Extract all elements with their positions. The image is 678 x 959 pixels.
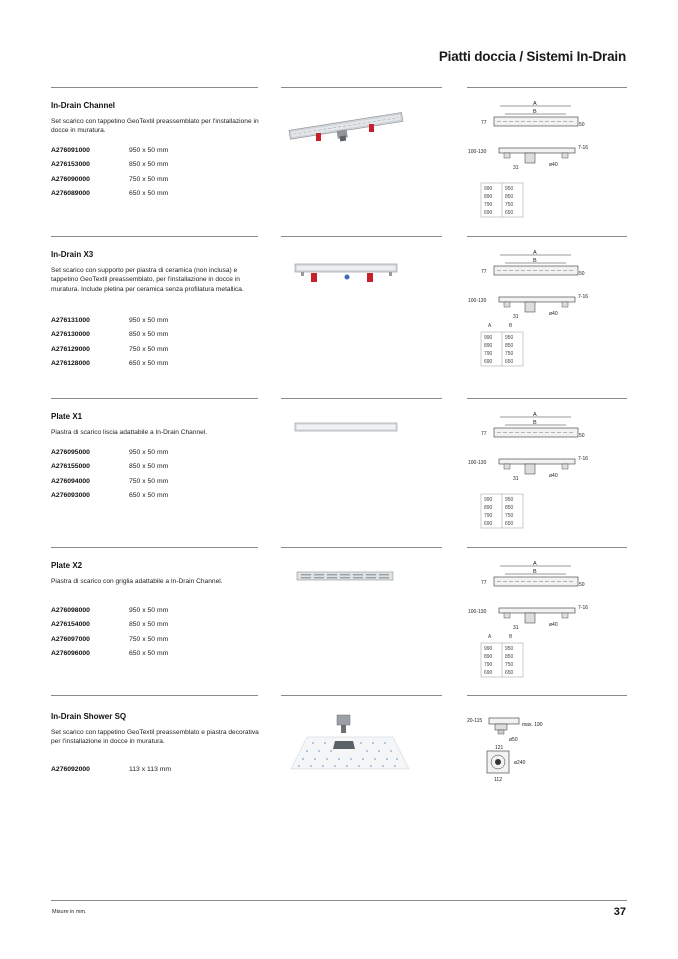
table-value: 690 [484,670,493,676]
product-name: In-Drain Shower SQ [51,712,127,721]
dim-b-label: B [533,420,537,426]
plate-x1-photo [281,418,442,438]
product-size: 850 x 50 mm [129,161,169,169]
product-size: 650 x 50 mm [129,492,169,500]
table-header-a: A [488,634,492,640]
shower-sq-photo [281,713,442,775]
table-value: 890 [484,654,493,660]
product-code: A276093000 [51,492,90,500]
code-row [51,328,251,343]
code-row [51,762,251,777]
table-value: 990 [484,646,493,652]
product-code: A276096000 [51,650,90,658]
table-value: 650 [505,359,514,365]
dim-77-label: 77 [481,120,487,126]
code-row [51,187,251,202]
dim-31-label: 31 [513,165,519,171]
table-value: 650 [505,210,514,216]
table-value: 750 [505,351,514,357]
divider [51,547,258,548]
product-code: A276092000 [51,765,90,773]
table-value: 690 [484,210,493,216]
page-number: 37 [613,906,626,918]
plate-x1-technical-drawing [467,412,627,532]
dim-d240-label: ø240 [514,760,526,766]
product-code-list [51,762,251,777]
product-code: A276130000 [51,331,90,339]
table-value: 650 [505,521,514,527]
page-title: Piatti doccia / Sistemi In-Drain [438,49,626,64]
dim-112-label: 112 [494,777,502,783]
table-value: 990 [484,335,493,341]
table-value: 750 [505,662,514,668]
product-description: Set scarico con tappetino GeoTextil preassemblato e piastra decorativa per l'installazione in docce in muratura. [51,729,259,746]
dim-40-label: ø40 [549,473,558,479]
table-value: 990 [484,497,493,503]
product-size: 850 x 50 mm [129,331,169,339]
product-size: 750 x 50 mm [129,477,169,485]
divider [467,87,627,88]
table-value: 850 [505,194,514,200]
divider [51,236,258,237]
product-size: 950 x 50 mm [129,606,169,614]
product-section-in-drain-channel [0,87,678,237]
table-value: 690 [484,521,493,527]
divider [467,695,627,696]
product-size: 113 x 113 mm [129,765,172,773]
product-code: A276089000 [51,190,90,198]
table-value: 750 [505,513,514,519]
dim-31-label: 31 [513,625,519,631]
table-value: 690 [484,359,493,365]
table-value: 650 [505,670,514,676]
table-value: 750 [505,202,514,208]
dim-50-label: 50 [579,122,585,128]
product-size: 650 x 50 mm [129,190,169,198]
product-section-in-drain-shower-sq [0,695,678,845]
product-code: A276097000 [51,635,90,643]
code-row [51,460,251,475]
divider [51,398,258,399]
table-value: 890 [484,343,493,349]
table-value: 950 [505,497,514,503]
divider [467,547,627,548]
divider [51,87,258,88]
table-value: 890 [484,505,493,511]
dim-40-label: ø40 [549,311,558,317]
dim-a-label: A [533,101,537,107]
product-name: In-Drain X3 [51,250,94,259]
in-drain-channel-photo [281,105,442,145]
dim-20-115-label: 20-115 [467,718,483,724]
product-name: In-Drain Channel [51,101,116,110]
product-size: 650 x 50 mm [129,360,169,368]
divider [467,236,627,237]
product-code: A276091000 [51,146,90,154]
product-size: 650 x 50 mm [129,650,169,658]
product-section-plate-x1 [0,398,678,548]
dim-7-16-label: 7-16 [578,605,589,611]
code-row [51,618,251,633]
table-value: 790 [484,351,493,357]
product-section-in-drain-x3 [0,236,678,386]
product-code: A276128000 [51,360,90,368]
divider [281,398,442,399]
dim-b-label: B [533,109,537,115]
table-value: 850 [505,654,514,660]
divider [51,695,258,696]
table-header-b: B [509,634,513,640]
divider [281,87,442,88]
divider [281,547,442,548]
product-description: Piastra di scarico liscia adattabile a In-Drain Channel. [51,429,208,436]
table-value: 890 [484,194,493,200]
product-name: Plate X1 [51,412,83,421]
product-code-list [51,603,251,661]
dim-a-label: A [533,250,537,256]
dim-b-label: B [533,569,537,575]
plate-x2-photo [281,567,442,587]
table-value: 790 [484,662,493,668]
table-value: 950 [505,335,514,341]
product-code: A276131000 [51,316,90,324]
divider [281,695,442,696]
divider [467,398,627,399]
product-size: 950 x 50 mm [129,146,169,154]
code-row [51,474,251,489]
product-code-list [51,445,251,503]
code-row [51,143,251,158]
dim-7-16-label: 7-16 [578,294,589,300]
dim-100-130-label: 100-130 [468,460,487,466]
dim-50-label: 50 [579,271,585,277]
dim-100-130-label: 100-130 [468,609,487,615]
product-code: A276129000 [51,345,90,353]
product-code: A276153000 [51,161,90,169]
table-value: 790 [484,202,493,208]
footer-note: Misure in mm. [52,909,87,915]
table-value: 850 [505,505,514,511]
shower-sq-technical-drawing [467,713,627,793]
code-row [51,158,251,173]
table-value: 950 [505,646,514,652]
product-size: 750 x 50 mm [129,345,169,353]
dim-max190-label: max. 190 [522,722,543,728]
dim-100-130-label: 100-130 [468,149,487,155]
dim-50-label: 50 [579,433,585,439]
code-row [51,313,251,328]
dim-7-16-label: 7-16 [578,456,589,462]
product-code: A276155000 [51,463,90,471]
product-size: 850 x 50 mm [129,621,169,629]
product-code: A276095000 [51,448,90,456]
code-row [51,489,251,504]
dim-100-130-label: 100-130 [468,298,487,304]
product-size: 750 x 50 mm [129,175,169,183]
dim-31-label: 31 [513,314,519,320]
product-code: A276154000 [51,621,90,629]
table-value: 990 [484,186,493,192]
plate-x2-technical-drawing [467,561,627,681]
code-row [51,445,251,460]
channel-technical-drawing [467,101,627,221]
x3-technical-drawing [467,250,627,370]
product-description: Piastra di scarico con griglia adattabile a In-Drain Channel. [51,578,223,585]
product-size: 850 x 50 mm [129,463,169,471]
dim-77-label: 77 [481,431,487,437]
product-code: A276098000 [51,606,90,614]
table-header-a: A [488,323,492,329]
dim-d50-label: ø50 [509,737,518,743]
dim-50-label: 50 [579,582,585,588]
dim-a-label: A [533,561,537,567]
dim-b-label: B [533,258,537,264]
table-value: 850 [505,343,514,349]
dim-31-label: 31 [513,476,519,482]
product-code-list [51,143,251,201]
product-size: 950 x 50 mm [129,448,169,456]
product-size: 950 x 50 mm [129,316,169,324]
code-row [51,603,251,618]
table-header-b: B [509,323,513,329]
table-value: 790 [484,513,493,519]
product-description: Set scarico con supporto per piastra di ceramica (non inclusa) e tappetino GeoTextil preassemblato, per l'installazione in docce in muratura. Include pletina per ceramica senza profilatura metallica. [51,267,244,293]
code-row [51,172,251,187]
dim-77-label: 77 [481,580,487,586]
product-code-list [51,313,251,371]
dim-40-label: ø40 [549,162,558,168]
dim-a-label: A [533,412,537,418]
product-code: A276094000 [51,477,90,485]
code-row [51,647,251,662]
code-row [51,632,251,647]
product-name: Plate X2 [51,561,83,570]
code-row [51,342,251,357]
product-section-plate-x2 [0,547,678,697]
product-code: A276090000 [51,175,90,183]
in-drain-x3-photo [281,258,442,292]
dim-77-label: 77 [481,269,487,275]
footer-divider [51,900,627,901]
product-description: Set scarico con tappetino GeoTextil preassemblato per l'installazione in docce in muratura. [51,118,259,135]
dim-7-16-label: 7-16 [578,145,589,151]
table-value: 950 [505,186,514,192]
dim-121-label: 121 [495,745,504,751]
code-row [51,357,251,372]
product-size: 750 x 50 mm [129,635,169,643]
dim-40-label: ø40 [549,622,558,628]
divider [281,236,442,237]
